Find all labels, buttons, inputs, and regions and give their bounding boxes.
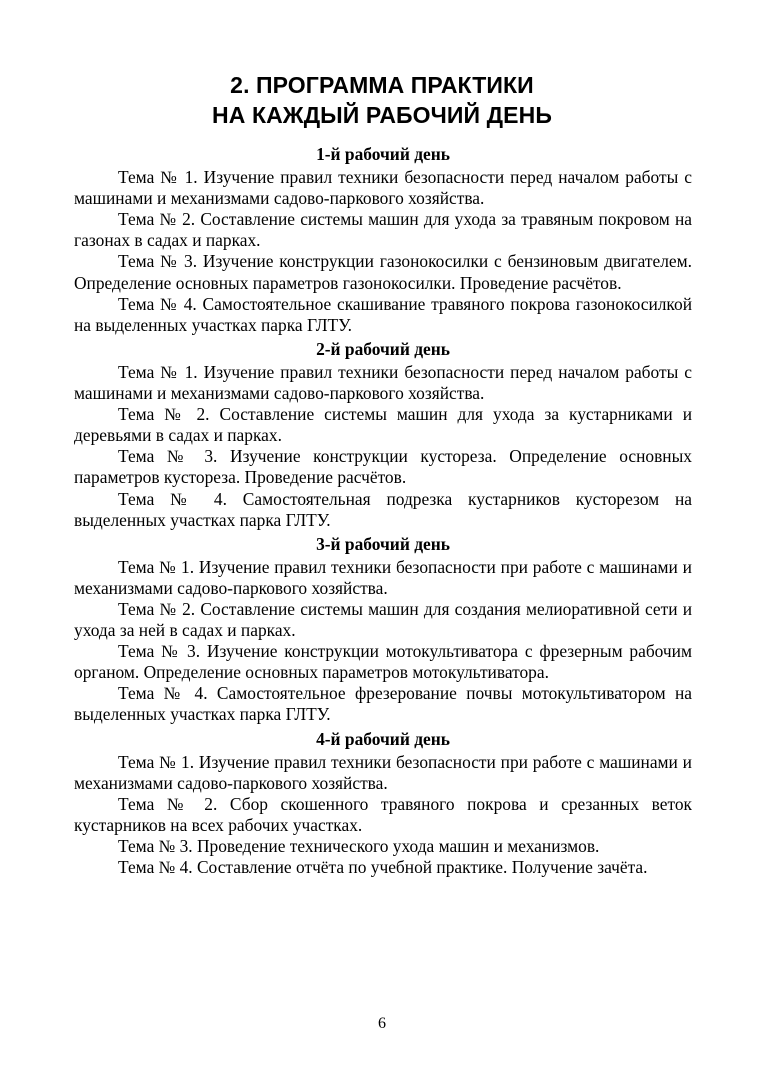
topic-paragraph: Тема № 4. Составление отчёта по учебной практике. Получение зачёта. xyxy=(118,857,648,878)
day-section-3 xyxy=(74,534,692,726)
topic-paragraph: Тема № 2. Сбор скошенного травяного покрова и срезанных веток кустарников на всех рабочих участках. xyxy=(74,793,692,835)
day-section-4 xyxy=(74,729,692,879)
topic-paragraph: Тема № 1. Изучение правил техники безопасности при работе с машинами и механизмами садово-паркового хозяйства. xyxy=(74,751,692,793)
topic-paragraph: Тема № 2. Составление системы машин для ухода за кустарниками и деревьями в садах и парках. xyxy=(74,404,692,446)
topic-paragraph: Тема № 3. Изучение конструкции мотокультиватора с фрезерным рабочим органом. Определение основных параметров мотокультиватора. xyxy=(74,641,692,683)
topic-paragraph: Тема № 4. Самостоятельное фрезерование почвы мотокультиватором на выделенных участках парка ГЛТУ. xyxy=(74,683,692,725)
topic-paragraph: Тема № 2. Составление системы машин для ухода за травяным покровом на газонах в садах и парках. xyxy=(74,209,692,251)
day-title: 3-й рабочий день xyxy=(316,533,450,554)
day-section-2 xyxy=(74,339,692,531)
page-title-line-2: НА КАЖДЫЙ РАБОЧИЙ ДЕНЬ xyxy=(212,102,552,128)
page-title-line-1: 2. ПРОГРАММА ПРАКТИКИ xyxy=(230,72,534,98)
topic-paragraph: Тема № 1. Изучение правил техники безопасности при работе с машинами и механизмами садово-паркового хозяйства. xyxy=(74,556,692,598)
topic-paragraph: Тема № 1. Изучение правил техники безопасности перед началом работы с машинами и механизмами садово-паркового хозяйства. xyxy=(74,361,692,404)
topic-paragraph: Тема № 2. Составление системы машин для создания мелиоративной сети и ухода за ней в садах и парках. xyxy=(74,598,692,641)
topic-paragraph: Тема № 1. Изучение правил техники безопасности перед началом работы с машинами и механизмами садово-паркового хозяйства. xyxy=(74,167,692,209)
day-title: 4-й рабочий день xyxy=(316,728,450,749)
day-title: 1-й рабочий день xyxy=(316,144,450,164)
topic-paragraph: Тема № 3. Изучение конструкции газонокосилки с бензиновым двигателем. Определение основных параметров газонокосилки. Проведение расчётов. xyxy=(74,251,692,293)
topic-paragraph: Тема № 4. Самостоятельная подрезка кустарников кусторезом на выделенных участках парка ГЛТУ. xyxy=(74,488,692,530)
program-content xyxy=(74,141,692,878)
topic-paragraph: Тема № 4. Самостоятельное скашивание травяного покрова газонокосилкой на выделенных участках парка ГЛТУ. xyxy=(74,293,692,335)
day-title: 2-й рабочий день xyxy=(316,338,450,359)
topic-paragraph: Тема № 3. Изучение конструкции кустореза. Определение основных параметров кустореза. Проведение расчётов. xyxy=(74,446,692,488)
page-title xyxy=(0,70,764,130)
page-number: 6 xyxy=(378,1015,386,1032)
day-section-1 xyxy=(74,144,692,336)
topic-paragraph: Тема № 3. Проведение технического ухода машин и механизмов. xyxy=(118,836,600,856)
